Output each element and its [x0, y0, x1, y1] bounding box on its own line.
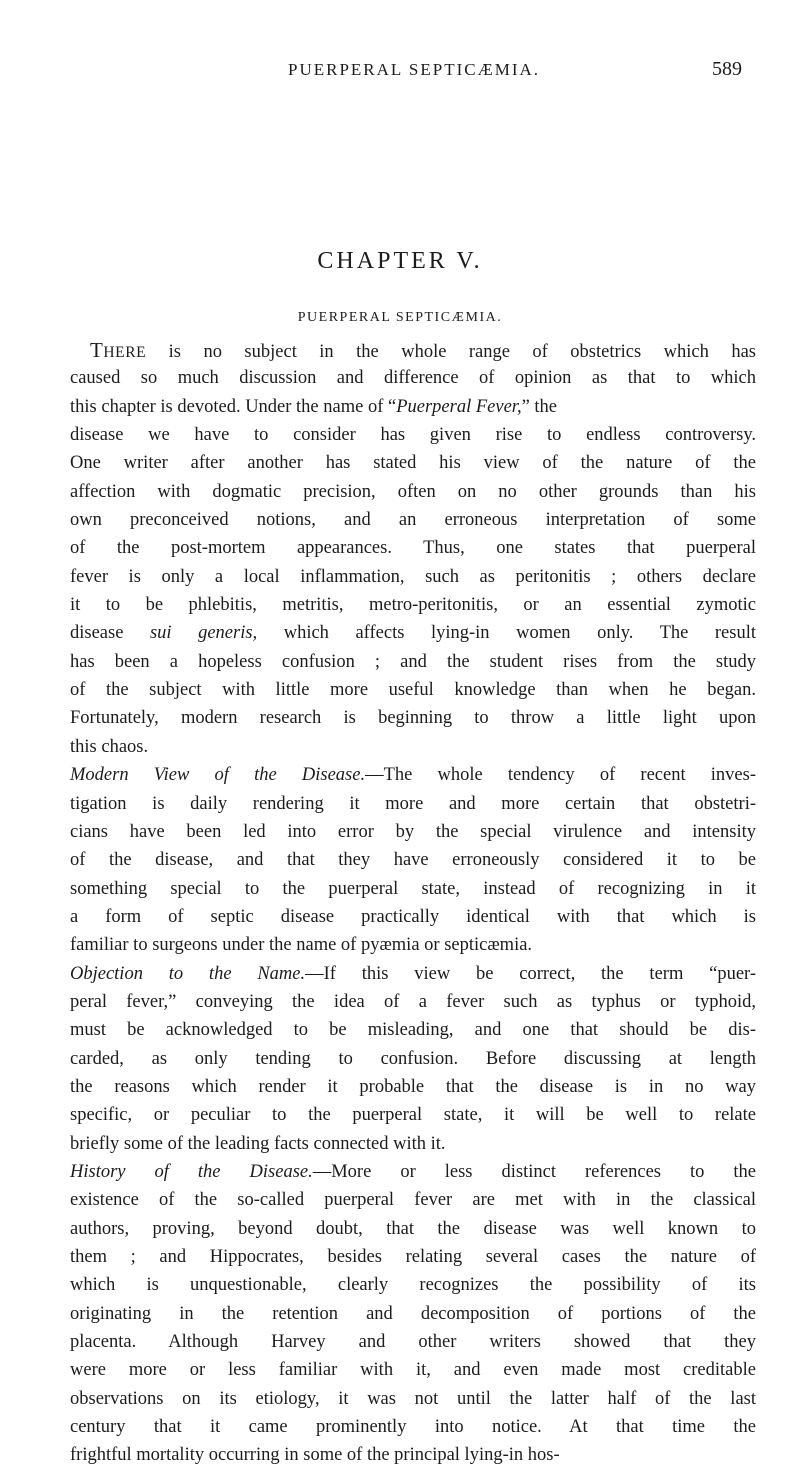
text-segment: is no subject in the whole range of obstetrics which has: [146, 342, 756, 362]
text-line: [70, 648, 756, 676]
text-segment: briefly some of the leading facts connected with it.: [70, 1133, 446, 1154]
text-segment: authors, proving, beyond doubt, that the disease was well known to: [70, 1218, 756, 1239]
text-line: [70, 393, 756, 421]
text-segment: frightful mortality occurring in some of the principal lying-in hos-: [70, 1445, 560, 1466]
text-line: [70, 1130, 756, 1158]
text-segment: them ; and Hippocrates, besides relating several cases the nature of: [70, 1247, 756, 1267]
text-line: [70, 364, 756, 392]
text-line: [70, 846, 756, 874]
text-line: [70, 818, 756, 846]
text-line: [70, 1215, 756, 1243]
running-title: PUERPERAL SEPTICÆMIA.: [288, 60, 541, 79]
text-line: [70, 931, 756, 959]
text-segment: the reasons which render it probable that the disease is in no way: [70, 1076, 756, 1097]
text-segment: —The whole tendency of recent inves-: [365, 765, 756, 786]
text-line: [70, 449, 756, 477]
text-segment: tigation is daily rendering it more and more certain that obstetri-: [70, 793, 756, 814]
text-segment: of the post-mortem appearances. Thus, one states that puerperal: [70, 538, 756, 559]
text-segment: Fortunately, modern research is beginning to throw a little light upon: [70, 708, 756, 729]
text-segment: —If this view be correct, the term “puer-: [305, 963, 756, 984]
text-line: [70, 1300, 756, 1328]
text-line: [70, 790, 756, 818]
text-segment: it to be phlebitis, metritis, metro-peritonitis, or an essential zymotic: [70, 595, 756, 616]
text-segment: disease: [70, 623, 150, 644]
text-line: [70, 676, 756, 704]
text-line: [70, 421, 756, 449]
text-line: [70, 733, 756, 761]
text-line: [70, 1073, 756, 1101]
italic-text: Modern View of the Disease.: [70, 765, 366, 786]
text-segment: —More or less distinct references to the: [312, 1161, 756, 1182]
text-line: [70, 1271, 756, 1299]
italic-text: Puerperal Fever,: [396, 396, 522, 417]
text-line: [70, 988, 756, 1016]
text-line: [70, 1016, 756, 1044]
text-segment: a form of septic disease practically identical with that which is: [70, 906, 756, 927]
text-segment: One writer after another has stated his view of the nature of the: [70, 453, 756, 474]
text-line: [70, 1186, 756, 1214]
text-line: [70, 591, 756, 619]
text-segment: observations on its etiology, it was not until the latter half of the last: [70, 1388, 756, 1409]
text-line: [70, 1158, 756, 1186]
page-number: 589: [712, 58, 742, 80]
text-segment: of the disease, and that they have erroneously considered it to be: [70, 850, 756, 871]
text-line: [70, 1441, 756, 1469]
text-line: [70, 1356, 756, 1384]
text-segment: which affects lying-in women only. The result: [257, 623, 756, 644]
text-segment: specific, or peculiar to the puerperal state, it will be well to relate: [70, 1105, 756, 1126]
text-segment: this chaos.: [70, 736, 149, 757]
text-segment: of the subject with little more useful knowledge than when he began.: [70, 680, 756, 701]
text-segment: something special to the puerperal state, instead of recognizing in it: [70, 878, 756, 899]
running-head: [0, 60, 800, 84]
text-segment: century that it came prominently into notice. At that time the: [70, 1417, 756, 1438]
text-segment: peral fever,” conveying the idea of a fever such as typhus or typhoid,: [70, 991, 756, 1012]
text-segment: HERE: [103, 344, 147, 361]
italic-text: History of the Disease.: [70, 1161, 313, 1182]
italic-text: sui generis,: [149, 623, 258, 644]
text-line: [70, 903, 756, 931]
text-line: [70, 534, 756, 562]
text-segment: placenta. Although Harvey and other writers showed that they: [70, 1332, 756, 1353]
text-segment: carded, as only tending to confusion. Before discussing at length: [70, 1048, 756, 1069]
italic-text: Objection to the Name.: [70, 963, 306, 984]
text-line: [70, 1045, 756, 1073]
text-line: [70, 1101, 756, 1129]
text-line: [70, 1385, 756, 1413]
text-segment: must be acknowledged to be misleading, and one that should be dis-: [70, 1020, 756, 1041]
text-segment: were more or less familiar with it, and even made most creditable: [70, 1360, 756, 1381]
text-segment: fever is only a local inflammation, such as peritonitis ; others declare: [70, 566, 756, 587]
text-line: [70, 761, 756, 789]
text-line: [70, 506, 756, 534]
text-line: [70, 336, 756, 364]
text-segment: own preconceived notions, and an erroneous interpretation of some: [70, 510, 756, 531]
text-line: [70, 478, 756, 506]
text-line: [70, 1413, 756, 1441]
text-line: [70, 1328, 756, 1356]
text-segment: disease we have to consider has given rise to endless controversy.: [70, 425, 756, 446]
text-segment: ” the: [521, 396, 558, 417]
text-segment: T: [90, 338, 104, 362]
body-text: [70, 336, 756, 1470]
text-line: [70, 1243, 756, 1271]
text-segment: cians have been led into error by the special virulence and intensity: [70, 821, 756, 842]
text-segment: existence of the so-called puerperal fever are met with in the classical: [70, 1190, 756, 1211]
text-segment: which is unquestionable, clearly recognizes the possibility of its: [70, 1275, 756, 1296]
text-line: [70, 960, 756, 988]
text-line: [70, 875, 756, 903]
text-segment: affection with dogmatic precision, often on no other grounds than his: [70, 481, 756, 502]
text-segment: caused so much discussion and difference of opinion as that to which: [70, 368, 756, 389]
chapter-subtitle: PUERPERAL SEPTICÆMIA.: [297, 310, 503, 325]
text-segment: originating in the retention and decomposition of portions of the: [70, 1303, 756, 1324]
text-segment: familiar to surgeons under the name of pyæmia or septicæmia.: [70, 935, 533, 956]
text-segment: has been a hopeless confusion ; and the student rises from the study: [70, 651, 756, 672]
text-line: [70, 619, 756, 647]
text-line: [70, 704, 756, 732]
chapter-heading: CHAPTER V.: [317, 248, 483, 274]
text-segment: this chapter is devoted. Under the name of “: [70, 396, 397, 417]
text-line: [70, 563, 756, 591]
